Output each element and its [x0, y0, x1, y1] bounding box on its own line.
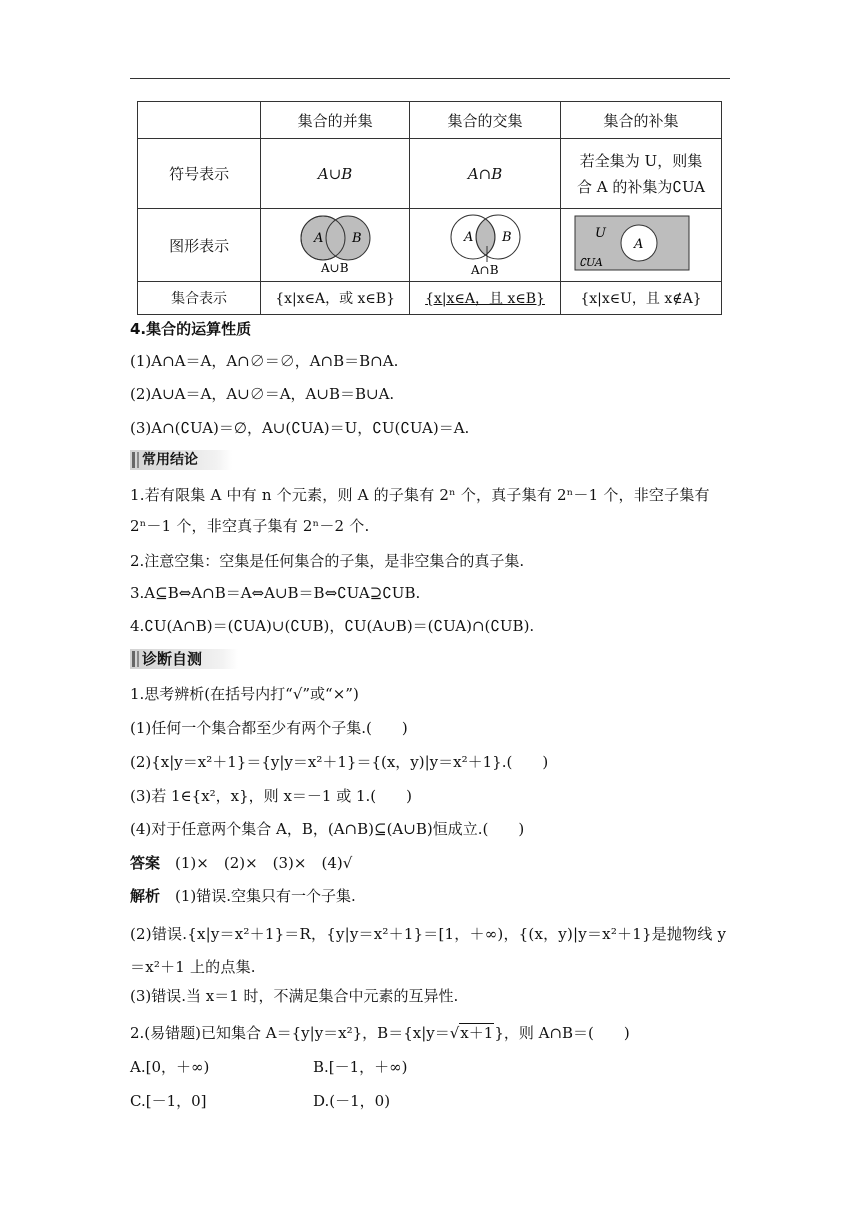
answer-label: 答案	[130, 854, 161, 872]
option-c: C.[－1，0]	[130, 1092, 207, 1110]
svg-text:B: B	[352, 231, 362, 246]
complement-venn-diagram	[561, 209, 722, 282]
union-venn-diagram	[261, 209, 410, 282]
svg-text:∁UA: ∁UA	[579, 256, 603, 269]
property-3: (3)A∩(∁UA)＝∅，A∪(∁UA)＝U，∁U(∁UA)＝A.	[130, 419, 470, 437]
option-a: A.[0，＋∞)	[130, 1058, 210, 1076]
conclusion-4: 4.∁U(A∩B)＝(∁UA)∪(∁UB)，∁U(A∪B)＝(∁UA)∩(∁UB).	[130, 617, 535, 635]
analysis-line	[130, 885, 356, 907]
intersection-venn-diagram	[410, 209, 561, 282]
union-symbol: A∪B	[261, 139, 410, 209]
option-d: D.(－1，0)	[313, 1092, 391, 1110]
top-rule	[130, 78, 730, 79]
answer-line	[130, 852, 352, 874]
table-header-union: 集合的并集	[261, 102, 410, 139]
question-1-item-2: (2){x|y＝x²＋1}＝{y|y＝x²＋1}＝{(x，y)|y＝x²＋1}.( )	[130, 753, 549, 771]
svg-text:A: A	[464, 230, 474, 245]
sqrt-expression: x＋1	[460, 1024, 494, 1042]
question-1-item-4: (4)对于任意两个集合 A，B，(A∩B)⊆(A∪B)恒成立.( )	[130, 820, 525, 838]
svg-text:A∩B: A∩B	[471, 263, 499, 276]
row-label-diagram: 图形表示	[138, 209, 261, 282]
row-label-set: 集合表示	[138, 282, 261, 315]
svg-text:A: A	[314, 231, 324, 246]
conclusion-2: 2.注意空集：空集是任何集合的子集，是非空集合的真子集.	[130, 552, 525, 570]
row-label-symbol: 符号表示	[138, 139, 261, 209]
question-2: 2.(易错题)已知集合 A＝{y|y＝x²}，B＝{x|y＝√x＋1}，则 A∩B＝( )	[130, 1024, 630, 1042]
intersection-symbol: A∩B	[410, 139, 561, 209]
common-conclusions-banner: 常用结论	[130, 450, 232, 470]
answer-text: (1)× (2)× (3)× (4)√	[175, 854, 353, 872]
question-1: 1.思考辨析(在括号内打“√”或“×”)	[130, 685, 359, 703]
property-1: (1)A∩A＝A，A∩∅＝∅，A∩B＝B∩A.	[130, 352, 399, 370]
union-set-builder: {x|x∈A，或 x∈B}	[261, 282, 410, 315]
complement-symbol: 若全集为 U，则集 合 A 的补集为∁UA	[561, 139, 722, 209]
section-4-title: 4.集合的运算性质	[130, 320, 252, 338]
question-1-item-3: (3)若 1∈{x²，x}，则 x＝－1 或 1.( )	[130, 787, 413, 805]
set-operations-table	[137, 101, 722, 315]
question-1-item-1: (1)任何一个集合都至少有两个子集.( )	[130, 719, 408, 737]
conclusion-1: 1.若有限集 A 中有 n 个元素，则 A 的子集有 2ⁿ 个，真子集有 2ⁿ－1 个，非空子集有 2ⁿ－1 个，非空真子集有 2ⁿ－2 个.	[130, 486, 710, 535]
property-2: (2)A∪A＝A，A∪∅＝A，A∪B＝B∪A.	[130, 385, 395, 403]
intersection-set-builder: {x|x∈A，且 x∈B}	[410, 282, 561, 315]
table-header-empty	[138, 102, 261, 139]
table-header-complement: 集合的补集	[561, 102, 722, 139]
svg-text:A∪B: A∪B	[321, 261, 349, 275]
conclusion-3: 3.A⊆B⇔A∩B＝A⇔A∪B＝B⇔∁UA⊇∁UB.	[130, 584, 421, 602]
analysis-1: (1)错误.空集只有一个子集.	[175, 887, 356, 905]
svg-text:U: U	[595, 226, 606, 241]
complement-set-builder: {x|x∈U，且 x∉A}	[561, 282, 722, 315]
svg-text:B: B	[502, 230, 512, 245]
analysis-label: 解析	[130, 887, 161, 905]
svg-text:A: A	[634, 237, 644, 252]
option-b: B.[－1，＋∞)	[313, 1058, 408, 1076]
analysis-3: (3)错误.当 x＝1 时，不满足集合中元素的互异性.	[130, 987, 459, 1005]
diagnosis-banner: 诊断自测	[130, 649, 238, 669]
analysis-2: (2)错误.{x|y＝x²＋1}＝R，{y|y＝x²＋1}＝[1，＋∞)，{(x，y)|y＝x²＋1}是抛物线 y＝x²＋1 上的点集.	[130, 925, 727, 976]
table-header-intersection: 集合的交集	[410, 102, 561, 139]
